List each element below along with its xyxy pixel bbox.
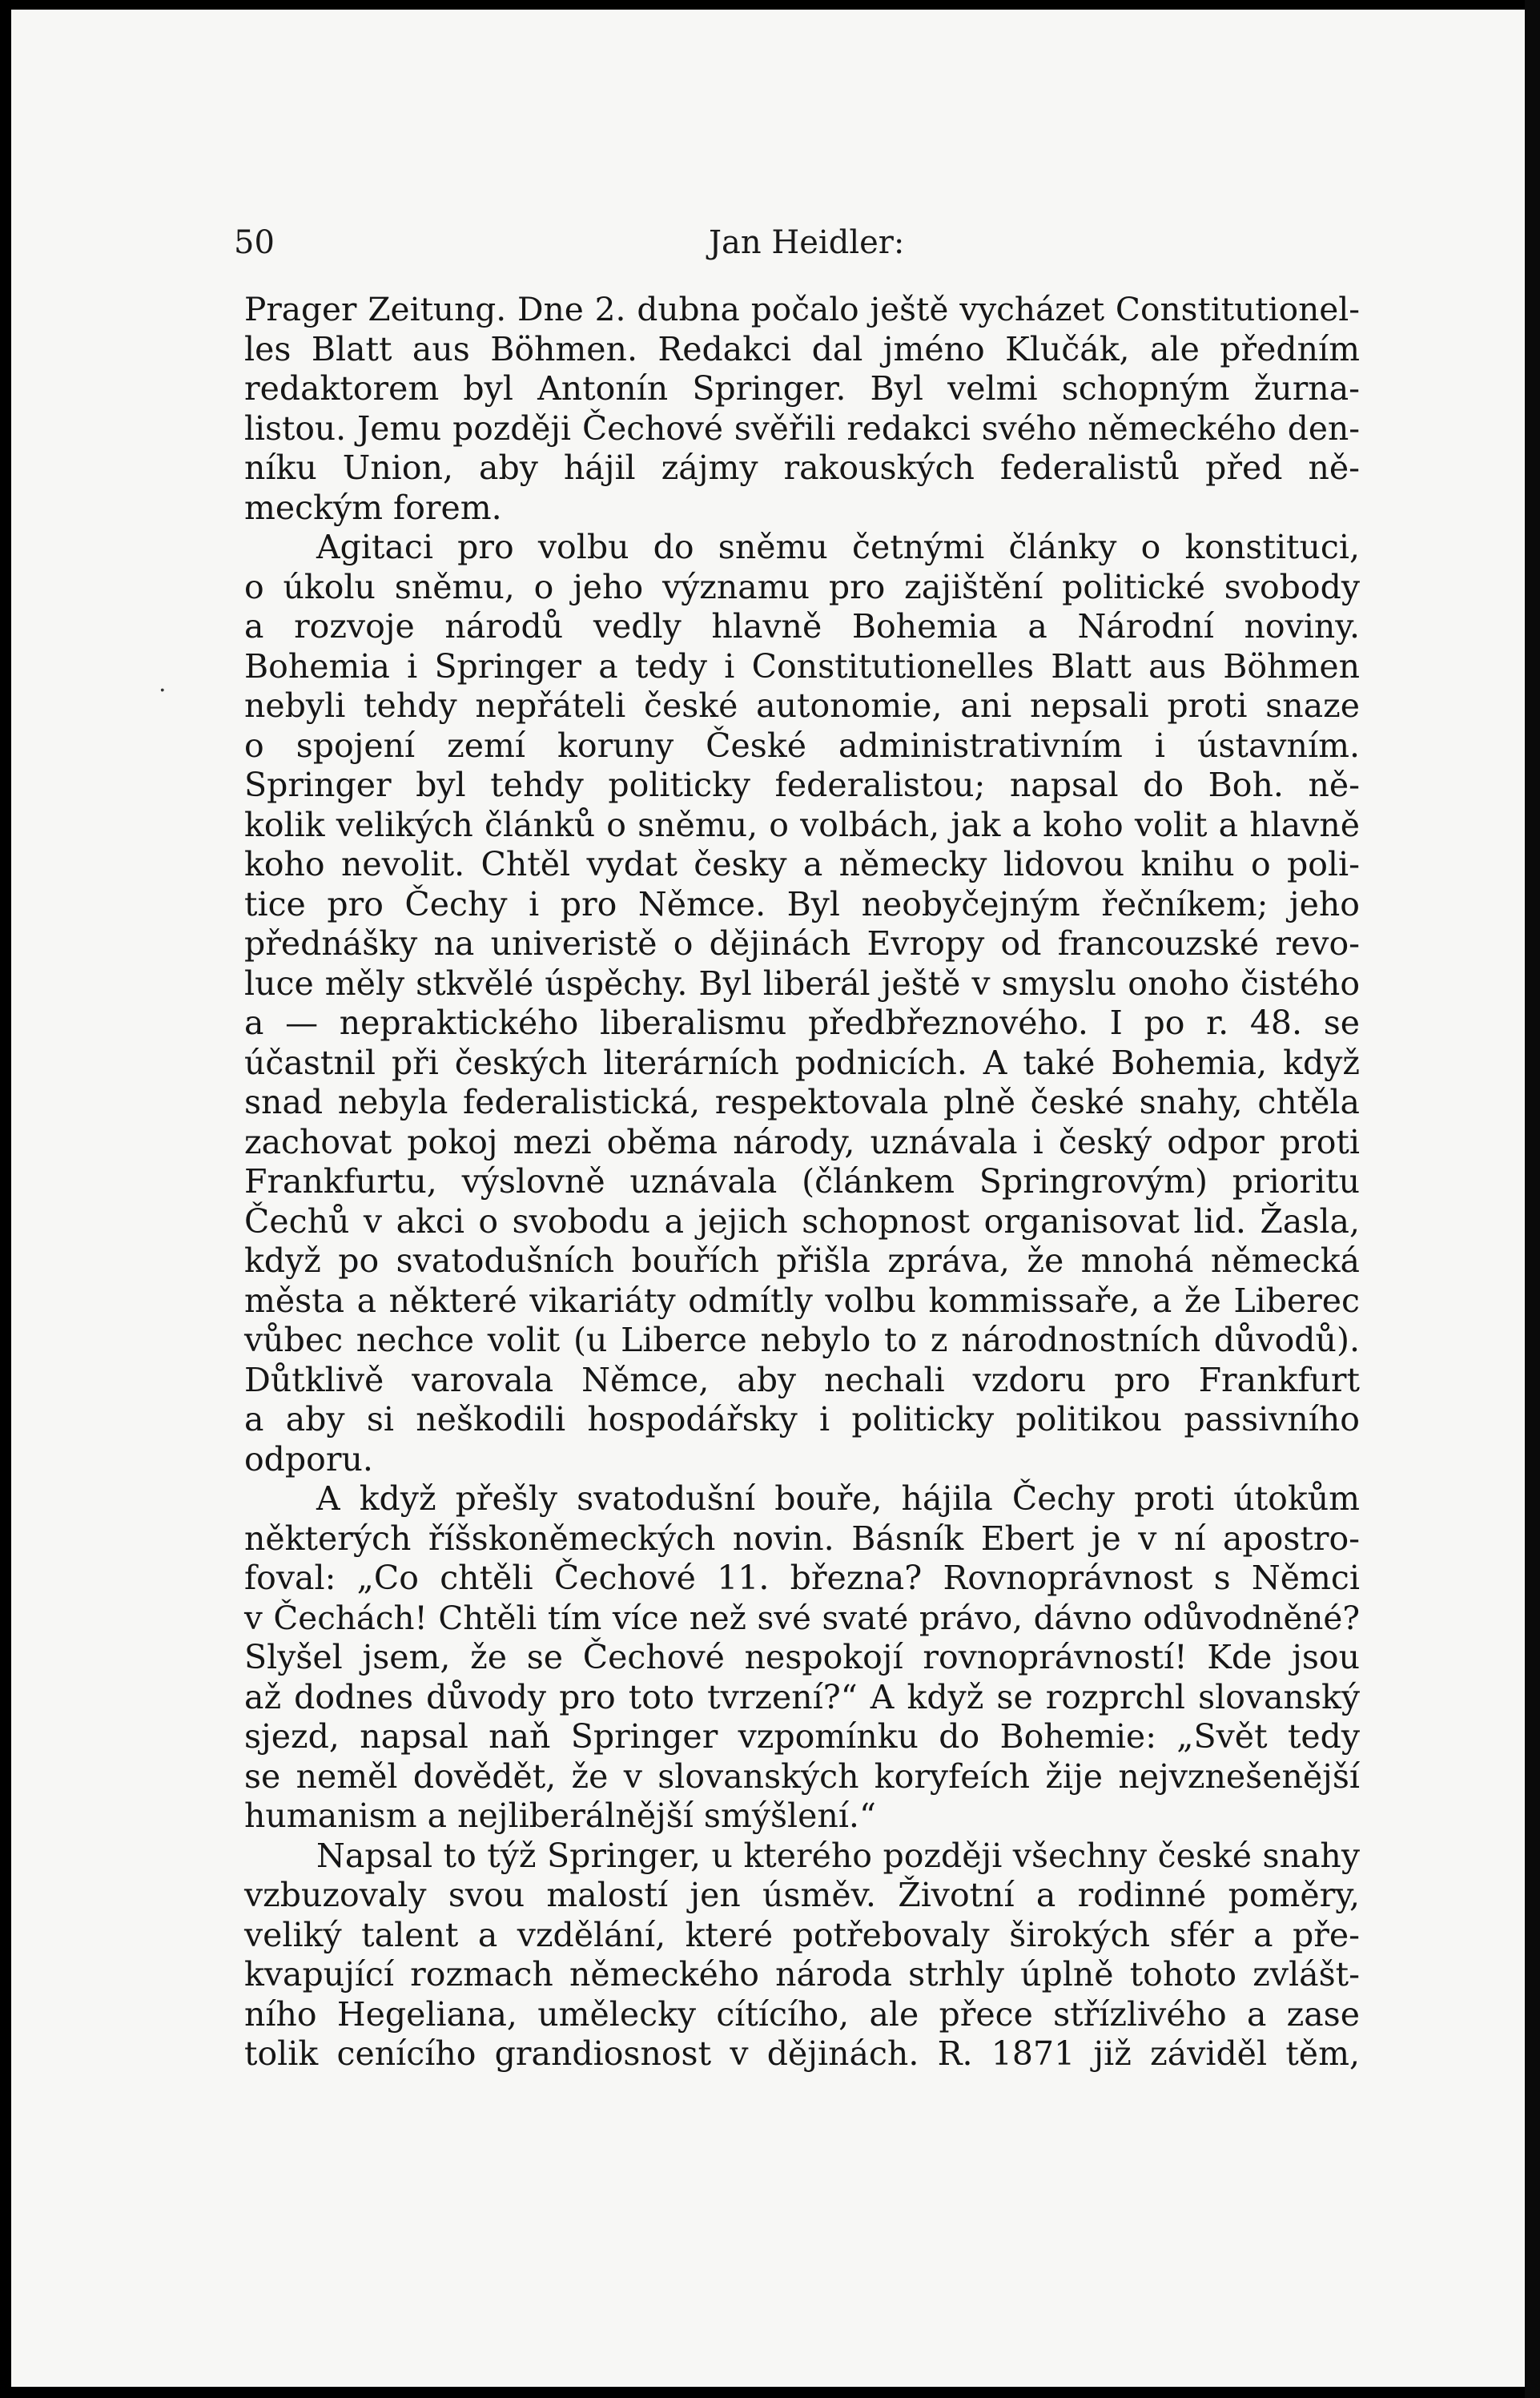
text-line: redaktorem byl Antonín Springer. Byl velmi schopným žurna- xyxy=(244,369,1360,408)
text-line: tice pro Čechy i pro Němce. Byl neobyčejným řečníkem; jeho xyxy=(244,884,1360,923)
text-line: ního Hegeliana, umělecky cítícího, ale přece střízlivého a zase xyxy=(244,1994,1360,2034)
body-text xyxy=(244,290,1360,2074)
text-line: Čechů v akci o svobodu a jejich schopnost organisovat lid. Žasla, xyxy=(244,1201,1360,1241)
text-line: veliký talent a vzdělání, které potřebovaly širokých sfér a pře- xyxy=(244,1915,1360,1954)
text-line: Napsal to týž Springer, u kterého později všechny české snahy xyxy=(316,1836,1360,1875)
text-line: Důtklivě varovala Němce, aby nechali vzdoru pro Frankfurt xyxy=(244,1360,1360,1399)
text-line: a aby si neškodili hospodářsky i politicky politikou passivního xyxy=(244,1400,1360,1438)
page-number: 50 xyxy=(234,224,275,261)
text-line: luce měly stkvělé úspěchy. Byl liberál ještě v smyslu onoho čistého xyxy=(244,964,1360,1003)
text-line: o úkolu sněmu, o jeho významu pro zajištění politické svobody xyxy=(244,567,1360,606)
text-line: a — nepraktického liberalismu předbřeznového. I po r. 48. se xyxy=(244,1004,1360,1042)
text-line: níku Union, aby hájil zájmy rakouských federalistů před ně- xyxy=(244,449,1360,487)
text-line: a rozvoje národů vedly hlavně Bohemia a Národní noviny. xyxy=(244,607,1360,646)
text-line: když po svatodušních bouřích přišla zpráva, že mnohá německá xyxy=(244,1241,1360,1280)
text-line: Springer byl tehdy politicky federalistou; napsal do Boh. ně- xyxy=(244,766,1360,804)
scan-edge xyxy=(1525,0,1540,2398)
text-line: vůbec nechce volit (u Liberce nebylo to z národnostních důvodů). xyxy=(244,1321,1360,1359)
text-line: les Blatt aus Böhmen. Redakci dal jméno Klučák, ale předním xyxy=(244,329,1360,368)
running-title: Jan Heidler: xyxy=(709,224,905,261)
text-line: listou. Jemu později Čechové svěřili redakci svého německého den- xyxy=(244,408,1360,448)
text-line: až dodnes důvody pro toto tvrzení?“ A když se rozprchl slovanský xyxy=(244,1677,1360,1716)
text-line: zachovat pokoj mezi oběma národy, uznávala i český odpor proti xyxy=(244,1122,1360,1161)
text-line: se neměl dovědět, že v slovanských koryfeích žije nejvznešenější xyxy=(244,1756,1360,1796)
text-line: odporu. xyxy=(244,1439,373,1479)
text-line: snad nebyla federalistická, respektovala plně české snahy, chtěla xyxy=(244,1083,1360,1121)
text-line: Agitaci pro volbu do sněmu četnými články o konstituci, xyxy=(316,528,1360,566)
text-line: některých říšskoněmeckých novin. Básník Ebert je v ní apostro- xyxy=(244,1519,1360,1558)
text-line: sjezd, napsal naň Springer vzpomínku do Bohemie: „Svět tedy xyxy=(244,1717,1360,1756)
text-line: kvapující rozmach německého národa strhly úplně tohoto zvlášt- xyxy=(244,1955,1360,1994)
text-line: koho nevolit. Chtěl vydat česky a německy lidovou knihu o poli- xyxy=(244,845,1360,883)
text-line: Prager Zeitung. Dne 2. dubna počalo ještě vycházet Constitutionel- xyxy=(244,290,1360,328)
text-line: A když přešly svatodušní bouře, hájila Čechy proti útokům xyxy=(316,1479,1360,1518)
text-line: o spojení zemí koruny České administrativním i ústavním. xyxy=(244,726,1360,765)
text-line: přednášky na univeristě o dějinách Evropy od francouzské revo- xyxy=(244,924,1360,963)
text-line: vzbuzovaly svou malostí jen úsměv. Životní a rodinné poměry, xyxy=(244,1876,1360,1914)
margin-mark: . xyxy=(159,670,167,698)
text-line: v Čechách! Chtěli tím více než své svaté právo, dávno odůvodněné? xyxy=(244,1598,1360,1637)
text-line: účastnil při českých literárních podnicích. A také Bohemia, když xyxy=(244,1043,1360,1082)
text-line: města a některé vikariáty odmítly volbu kommissaře, a že Liberec xyxy=(244,1281,1360,1320)
text-line: Bohemia i Springer a tedy i Constitutionelles Blatt aus Böhmen xyxy=(244,646,1360,686)
text-line: kolik velikých článků o sněmu, o volbách, jak a koho volit a hlavně xyxy=(244,805,1360,844)
text-line: humanism a nejliberálnější smýšlení.“ xyxy=(244,1796,876,1835)
text-line: tolik cenícího grandiosnost v dějinách. R. 1871 již záviděl těm, xyxy=(244,2034,1360,2073)
text-line: Frankfurtu, výslovně uznávala (článkem Springrovým) prioritu xyxy=(244,1162,1360,1201)
text-line: meckým forem. xyxy=(244,488,502,527)
text-line: Slyšel jsem, že se Čechové nespokojí rovnoprávností! Kde jsou xyxy=(244,1638,1360,1676)
text-line: foval: „Co chtěli Čechové 11. března? Rovnoprávnost s Němci xyxy=(244,1559,1360,1597)
text-line: nebyli tehdy nepřáteli české autonomie, ani nepsali proti snaze xyxy=(244,686,1360,725)
